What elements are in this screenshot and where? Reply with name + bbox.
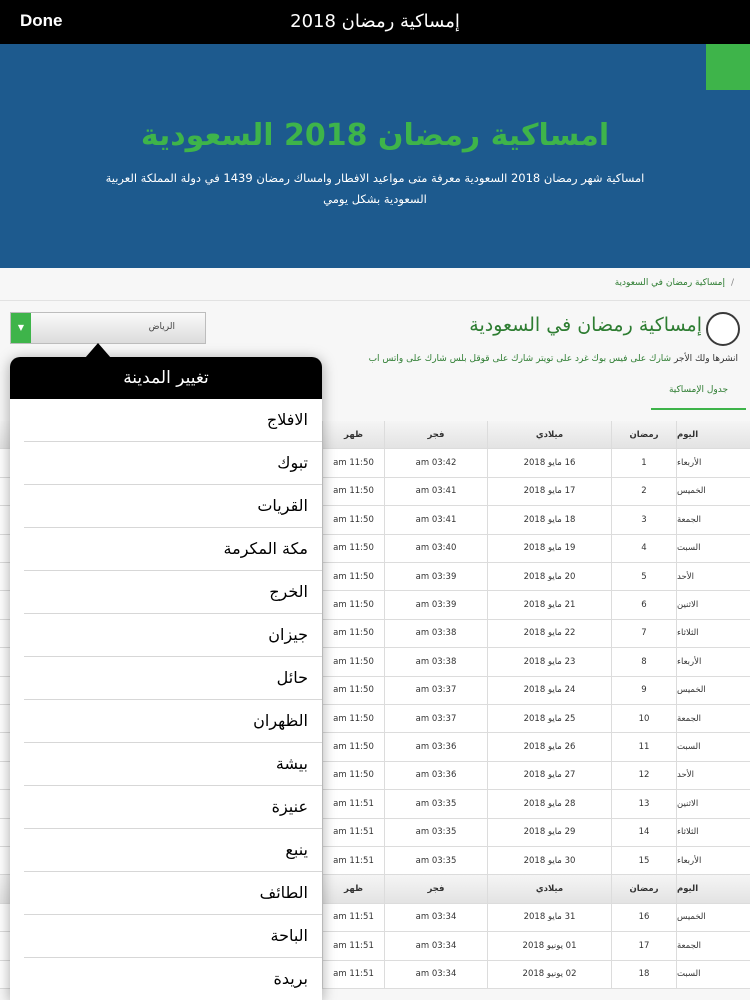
cell-fajr: 03:35 am (384, 847, 487, 874)
cell-fajr: 03:34 am (384, 961, 487, 988)
cell-fajr: 03:41 am (384, 506, 487, 533)
cell-day: الاثنين (676, 591, 750, 618)
cell-greg: 31 مايو 2018 (487, 904, 611, 931)
cell-fajr: 03:36 am (384, 762, 487, 789)
cell-greg: 21 مايو 2018 (487, 591, 611, 618)
cell-dhuhr: 11:50 am (322, 506, 384, 533)
cell-day: الجمعة (676, 932, 750, 959)
cell-day: الخميس (676, 677, 750, 704)
cell-num: 12 (611, 762, 676, 789)
share-prefix: انشرها ولك الأجر (673, 354, 738, 364)
cell-greg: 29 مايو 2018 (487, 819, 611, 846)
divider (0, 300, 750, 301)
city-option[interactable]: جيزان (24, 614, 322, 657)
cell-fajr: 03:41 am (384, 478, 487, 505)
breadcrumb-separator: / (730, 278, 734, 288)
share-line (369, 354, 738, 364)
cell-dhuhr: 11:50 am (322, 535, 384, 562)
cell-fajr: 03:35 am (384, 819, 487, 846)
cell-greg: 30 مايو 2018 (487, 847, 611, 874)
cell-fajr: 03:36 am (384, 733, 487, 760)
cell-num: 7 (611, 620, 676, 647)
city-option[interactable]: الطائف (24, 872, 322, 915)
cell-day: الثلاثاء (676, 819, 750, 846)
cell-num: 3 (611, 506, 676, 533)
share-links[interactable]: شارك على فيس بوك غرد على تويتر شارك على قوقل بلس شارك على واتس اب (368, 354, 672, 364)
cell-day: السبت (676, 733, 750, 760)
page-title: إمساكية رمضان 2018 (290, 11, 460, 32)
cell-fajr: 03:39 am (384, 563, 487, 590)
tab-schedule[interactable]: جدول الإمساكية (651, 376, 746, 410)
breadcrumb (615, 278, 734, 288)
cell-day: الأربعاء (676, 847, 750, 874)
cell-num: 4 (611, 535, 676, 562)
city-option[interactable]: حائل (24, 657, 322, 700)
cell-dhuhr: 11:50 am (322, 705, 384, 732)
triangle-down-icon[interactable]: ▼ (11, 313, 31, 343)
cell-greg: 19 مايو 2018 (487, 535, 611, 562)
cell-day: الخميس (676, 478, 750, 505)
city-option[interactable]: بريدة (24, 958, 322, 1000)
header-cell-greg: ميلادي (487, 421, 611, 448)
cell-num: 15 (611, 847, 676, 874)
circle-icon (706, 312, 740, 346)
cell-fajr: 03:34 am (384, 932, 487, 959)
banner-accent-block (706, 44, 750, 90)
cell-dhuhr: 11:51 am (322, 790, 384, 817)
cell-greg: 17 مايو 2018 (487, 478, 611, 505)
city-option[interactable]: عنيزة (24, 786, 322, 829)
cell-day: السبت (676, 535, 750, 562)
cell-dhuhr: 11:51 am (322, 932, 384, 959)
cell-dhuhr: 11:50 am (322, 563, 384, 590)
cell-greg: 26 مايو 2018 (487, 733, 611, 760)
header-cell-num: رمضان (611, 875, 676, 902)
cell-fajr: 03:39 am (384, 591, 487, 618)
hero-banner (0, 44, 750, 268)
cell-fajr: 03:35 am (384, 790, 487, 817)
city-list (10, 399, 322, 1000)
cell-fajr: 03:37 am (384, 705, 487, 732)
header-cell-greg: ميلادي (487, 875, 611, 902)
city-option[interactable]: تبوك (24, 442, 322, 485)
header-cell-dhuhr: ظهر (322, 421, 384, 448)
header-cell-fajr: فجر (384, 875, 487, 902)
cell-num: 8 (611, 648, 676, 675)
cell-dhuhr: 11:50 am (322, 733, 384, 760)
city-option[interactable]: الظهران (24, 700, 322, 743)
city-picker-popover (10, 357, 322, 1000)
header-cell-day: اليوم (676, 421, 750, 448)
cell-day: السبت (676, 961, 750, 988)
city-option[interactable]: الباحة (24, 915, 322, 958)
banner-description: امساكية شهر رمضان 2018 السعودية معرفة متى مواعيد الافطار وامساك رمضان 1439 في دولة المملكة العربية السعودية بشكل يومي (105, 171, 645, 206)
cell-dhuhr: 11:50 am (322, 591, 384, 618)
top-navigation-bar (0, 0, 750, 44)
cell-greg: 24 مايو 2018 (487, 677, 611, 704)
popover-title: تغيير المدينة (10, 357, 322, 399)
cell-dhuhr: 11:50 am (322, 478, 384, 505)
popover-arrow (85, 343, 111, 358)
cell-dhuhr: 11:51 am (322, 904, 384, 931)
cell-day: الثلاثاء (676, 620, 750, 647)
cell-greg: 16 مايو 2018 (487, 449, 611, 476)
cell-fajr: 03:38 am (384, 648, 487, 675)
cell-num: 6 (611, 591, 676, 618)
cell-dhuhr: 11:50 am (322, 648, 384, 675)
cell-num: 11 (611, 733, 676, 760)
city-option[interactable]: بيشة (24, 743, 322, 786)
cell-greg: 27 مايو 2018 (487, 762, 611, 789)
cell-day: الجمعة (676, 705, 750, 732)
cell-dhuhr: 11:50 am (322, 620, 384, 647)
city-select-value: الرياض (148, 322, 175, 332)
cell-day: الجمعة (676, 506, 750, 533)
cell-greg: 28 مايو 2018 (487, 790, 611, 817)
city-select[interactable] (10, 312, 206, 344)
cell-greg: 20 مايو 2018 (487, 563, 611, 590)
cell-dhuhr: 11:51 am (322, 961, 384, 988)
cell-fajr: 03:37 am (384, 677, 487, 704)
cell-day: الأربعاء (676, 449, 750, 476)
breadcrumb-link[interactable]: إمساكية رمضان في السعودية (614, 278, 725, 288)
cell-day: الأحد (676, 762, 750, 789)
cell-greg: 18 مايو 2018 (487, 506, 611, 533)
cell-num: 9 (611, 677, 676, 704)
city-option[interactable]: ينبع (24, 829, 322, 872)
done-button[interactable]: Done (20, 11, 63, 30)
header-cell-num: رمضان (611, 421, 676, 448)
header-cell-dhuhr: ظهر (322, 875, 384, 902)
cell-num: 18 (611, 961, 676, 988)
cell-day: الأربعاء (676, 648, 750, 675)
cell-greg: 25 مايو 2018 (487, 705, 611, 732)
cell-greg: 22 مايو 2018 (487, 620, 611, 647)
cell-dhuhr: 11:50 am (322, 449, 384, 476)
cell-fajr: 03:38 am (384, 620, 487, 647)
city-option[interactable]: الافلاج (24, 399, 322, 442)
cell-greg: 02 يونيو 2018 (487, 961, 611, 988)
cell-num: 2 (611, 478, 676, 505)
cell-num: 1 (611, 449, 676, 476)
cell-day: الأحد (676, 563, 750, 590)
city-option[interactable]: الخرج (24, 571, 322, 614)
cell-day: الخميس (676, 904, 750, 931)
cell-fajr: 03:34 am (384, 904, 487, 931)
cell-num: 5 (611, 563, 676, 590)
cell-num: 13 (611, 790, 676, 817)
cell-greg: 23 مايو 2018 (487, 648, 611, 675)
header-cell-fajr: فجر (384, 421, 487, 448)
city-option[interactable]: القريات (24, 485, 322, 528)
city-option[interactable]: مكة المكرمة (24, 528, 322, 571)
cell-num: 10 (611, 705, 676, 732)
cell-num: 17 (611, 932, 676, 959)
cell-dhuhr: 11:51 am (322, 819, 384, 846)
cell-dhuhr: 11:50 am (322, 762, 384, 789)
cell-greg: 01 يونيو 2018 (487, 932, 611, 959)
section-title: إمساكية رمضان في السعودية (469, 314, 702, 336)
cell-dhuhr: 11:50 am (322, 677, 384, 704)
cell-dhuhr: 11:51 am (322, 847, 384, 874)
cell-fajr: 03:42 am (384, 449, 487, 476)
cell-num: 14 (611, 819, 676, 846)
cell-day: الاثنين (676, 790, 750, 817)
banner-title: امساكية رمضان 2018 السعودية (140, 118, 610, 153)
header-cell-day: اليوم (676, 875, 750, 902)
cell-num: 16 (611, 904, 676, 931)
cell-fajr: 03:40 am (384, 535, 487, 562)
